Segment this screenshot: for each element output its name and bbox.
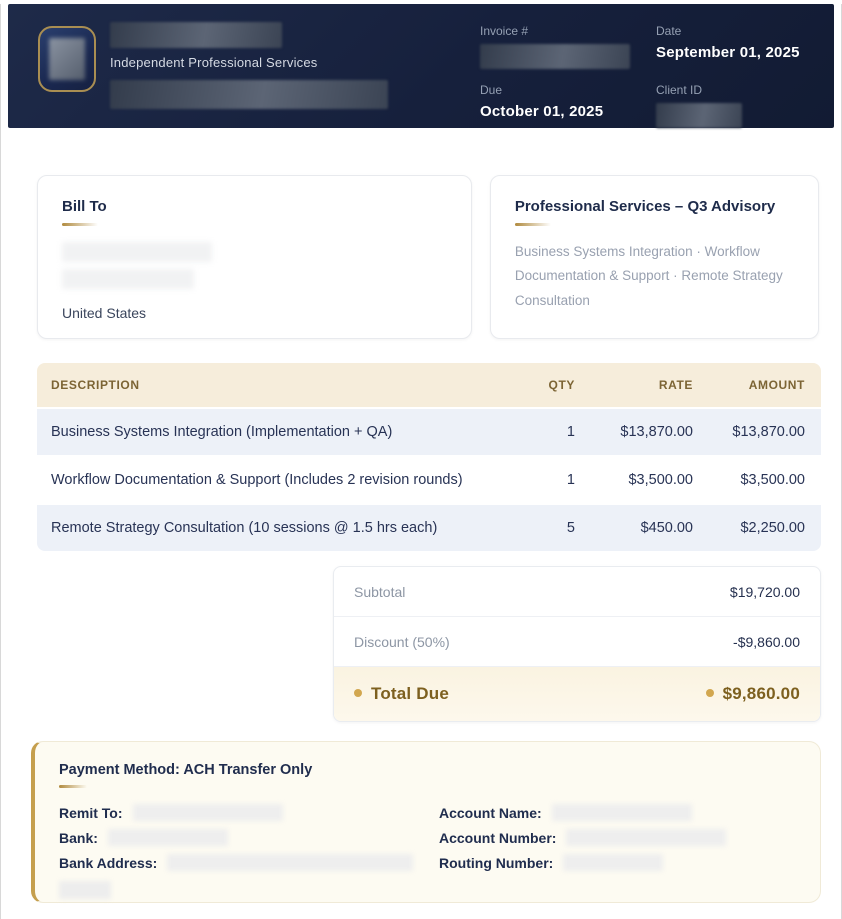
- redacted-client-name: [62, 242, 212, 262]
- routing-number-label: Routing Number:: [439, 854, 554, 871]
- account-name-field: [439, 800, 796, 825]
- payment-fields-grid: [59, 800, 796, 899]
- redacted-bank-address: [167, 854, 413, 871]
- remit-to-label: Remit To:: [59, 804, 123, 821]
- redacted-bank-name: [108, 829, 228, 846]
- account-name-label: Account Name:: [439, 804, 542, 821]
- item-qty: 1: [566, 472, 575, 488]
- redacted-bank-address-line2: [59, 881, 111, 899]
- invoice-date-value: September 01, 2025: [656, 44, 800, 61]
- column-header-description: DESCRIPTION: [51, 378, 140, 392]
- redacted-invoice-number: [480, 44, 630, 69]
- subtotal-row: [334, 567, 820, 617]
- bank-field: [59, 825, 439, 850]
- bill-to-country: United States: [62, 305, 147, 321]
- bill-to-title: Bill To: [62, 198, 107, 215]
- line-items-table: [37, 363, 821, 551]
- due-date-field: [480, 83, 638, 128]
- gold-divider: [515, 223, 551, 226]
- item-qty: 1: [566, 424, 575, 440]
- invoice-meta: [480, 22, 814, 120]
- discount-value: -$9,860.00: [733, 633, 800, 650]
- payment-details-card: [31, 741, 821, 903]
- invoice-number-field: [480, 24, 638, 69]
- account-number-label: Account Number:: [439, 829, 557, 846]
- bill-to-card: [37, 175, 472, 339]
- invoice-header: [8, 4, 834, 128]
- item-rate: $13,870.00: [620, 424, 693, 440]
- redacted-logo-image: [49, 38, 85, 80]
- bullet-dot-icon: [354, 689, 362, 697]
- item-amount: $3,500.00: [740, 472, 805, 488]
- gold-divider: [62, 223, 98, 226]
- invoice-number-label: Invoice #: [480, 24, 529, 38]
- client-id-label: Client ID: [656, 83, 703, 97]
- item-description: Remote Strategy Consultation (10 sessions @ 1.5 hrs each): [51, 520, 438, 536]
- invoice-date-label: Date: [656, 24, 682, 38]
- redacted-company-name: [110, 22, 282, 48]
- brand-block: [38, 22, 388, 112]
- remit-to-field: [59, 800, 439, 825]
- total-due-text: Total Due: [371, 684, 449, 703]
- column-header-rate: RATE: [658, 378, 693, 392]
- item-description: Business Systems Integration (Implementation + QA): [51, 424, 393, 440]
- company-logo: [38, 26, 96, 92]
- item-rate: $450.00: [640, 520, 693, 536]
- total-due-label: [354, 684, 449, 704]
- invoice-document: [0, 4, 842, 919]
- redacted-account-name: [552, 804, 692, 821]
- services-summary: Business Systems Integration · Workflow Documentation & Support · Remote Strategy Consultation: [514, 244, 783, 308]
- redacted-remit-to: [133, 804, 283, 821]
- payment-method-title: Payment Method: ACH Transfer Only: [59, 762, 313, 778]
- payment-right-column: [439, 800, 796, 899]
- payment-left-column: [59, 800, 439, 899]
- info-cards-row: [37, 175, 819, 339]
- total-due-row: [334, 667, 820, 721]
- subtotal-label: Subtotal: [354, 583, 406, 600]
- redacted-client-address: [62, 269, 194, 289]
- bank-label: Bank:: [59, 829, 98, 846]
- item-amount: $2,250.00: [740, 520, 805, 536]
- total-due-amount: $9,860.00: [722, 684, 800, 703]
- services-card: [490, 175, 819, 339]
- due-date-label: Due: [480, 83, 503, 97]
- invoice-date-field: [656, 24, 814, 69]
- column-header-qty: QTY: [548, 378, 575, 392]
- item-rate: $3,500.00: [628, 472, 693, 488]
- gold-divider: [59, 785, 87, 788]
- due-date-value: October 01, 2025: [480, 103, 604, 120]
- redacted-client-id: [656, 103, 742, 128]
- table-row: [37, 407, 821, 455]
- bank-address-label: Bank Address:: [59, 854, 158, 871]
- bullet-dot-icon: [706, 689, 714, 697]
- discount-label: Discount (50%): [354, 633, 450, 650]
- account-number-field: [439, 825, 796, 850]
- subtotal-value: $19,720.00: [729, 583, 800, 600]
- brand-text: [110, 22, 388, 112]
- redacted-routing-number: [563, 854, 663, 871]
- table-header-row: [37, 363, 821, 407]
- bank-address-field: [59, 850, 439, 875]
- redacted-company-address: [110, 80, 388, 109]
- item-amount: $13,870.00: [732, 424, 805, 440]
- discount-row: [334, 617, 820, 667]
- redacted-account-number: [566, 829, 726, 846]
- services-title: Professional Services – Q3 Advisory: [514, 198, 776, 215]
- routing-number-field: [439, 850, 796, 875]
- column-header-amount: AMOUNT: [748, 378, 805, 392]
- item-description: Workflow Documentation & Support (Includes 2 revision rounds): [51, 472, 463, 488]
- company-tagline: Independent Professional Services: [110, 55, 318, 70]
- item-qty: 5: [566, 520, 575, 536]
- table-row: [37, 503, 821, 551]
- table-row: [37, 455, 821, 503]
- client-id-field: [656, 83, 814, 128]
- total-due-value: [706, 684, 800, 704]
- totals-card: [333, 566, 821, 722]
